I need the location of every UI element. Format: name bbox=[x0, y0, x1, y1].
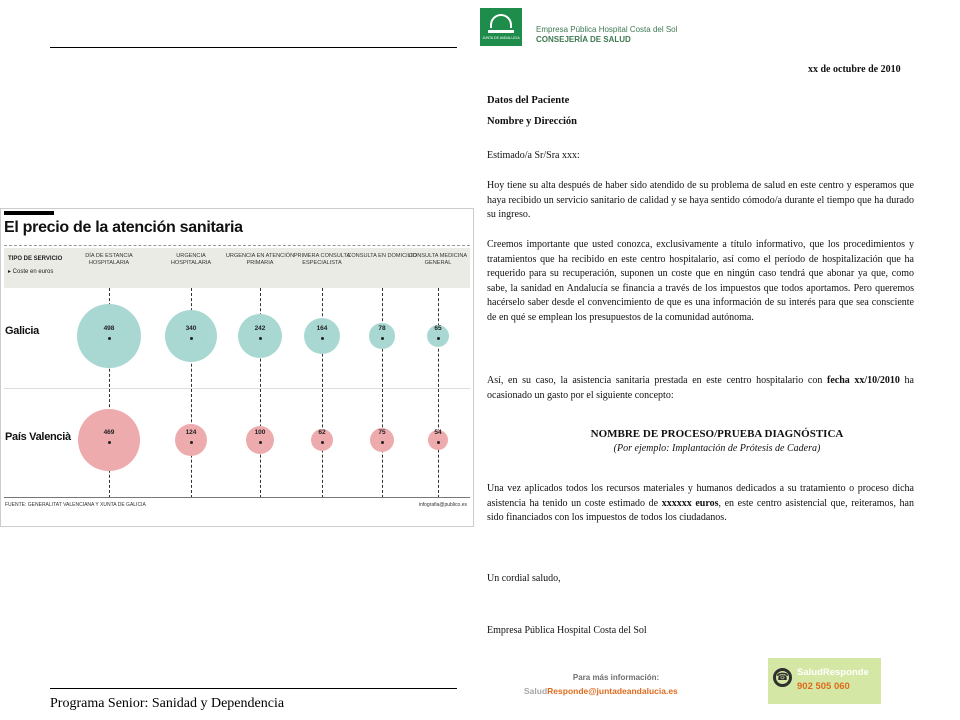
cost-value: 469 bbox=[103, 429, 115, 436]
name-address-label: Nombre y Dirección bbox=[487, 116, 578, 127]
column-header: PRIMERA CONSULTA ESPECIALISTA bbox=[293, 253, 351, 266]
organization-department: CONSEJERÍA DE SALUD bbox=[536, 35, 631, 44]
cost-bubble bbox=[77, 304, 141, 368]
bubble-center-dot bbox=[108, 337, 111, 340]
bubble-center-dot bbox=[259, 441, 262, 444]
bubble-center-dot bbox=[190, 337, 193, 340]
column-guide-line bbox=[438, 288, 439, 498]
cost-unit-note: ▸ Coste en euros bbox=[8, 269, 54, 275]
cost-value: 164 bbox=[316, 325, 328, 332]
column-header: CONSULTA EN DOMICILIO bbox=[347, 253, 417, 259]
healthcare-cost-infographic bbox=[0, 208, 474, 527]
bottom-divider bbox=[50, 688, 457, 689]
bubble-center-dot bbox=[108, 441, 111, 444]
cost-value: 54 bbox=[434, 429, 442, 436]
bubble-center-dot bbox=[381, 337, 384, 340]
closing: Un cordial saludo, bbox=[487, 573, 561, 584]
cost-bubble bbox=[304, 318, 340, 354]
patient-data-label: Datos del Paciente bbox=[487, 95, 570, 106]
cost-value: 124 bbox=[185, 429, 197, 436]
bubble-center-dot bbox=[321, 441, 324, 444]
letter-date: xx de octubre de 2010 bbox=[808, 64, 901, 75]
service-type-header: TIPO DE SERVICIO bbox=[8, 256, 63, 262]
top-divider bbox=[50, 47, 457, 48]
salud-responde-badge bbox=[768, 658, 881, 704]
process-example: (Por ejemplo: Implantación de Prótesis de Cadera) bbox=[613, 443, 821, 454]
row-separator bbox=[4, 388, 470, 389]
cost-bubble bbox=[165, 310, 218, 363]
hospital-letter bbox=[474, 0, 960, 720]
column-header: CONSULTA MEDICINA GENERAL bbox=[408, 253, 468, 266]
badge-phone: 902 505 060 bbox=[797, 681, 850, 692]
greeting: Estimado/a Sr/Sra xxx: bbox=[487, 150, 580, 161]
more-info-label: Para más información: bbox=[572, 673, 660, 682]
cost-value: 242 bbox=[254, 325, 266, 332]
junta-andalucia-logo: JUNTA DE ANDALUCIA bbox=[480, 8, 522, 46]
organization-name: Empresa Pública Hospital Costa del Sol bbox=[536, 25, 678, 34]
signature: Empresa Pública Hospital Costa del Sol bbox=[487, 625, 647, 636]
phone-icon: ☎ bbox=[773, 668, 792, 687]
cost-bubble bbox=[238, 314, 282, 358]
contact-email[interactable]: SaludResponde@juntadeandalucia.es bbox=[524, 686, 678, 696]
badge-name: SaludResponde bbox=[797, 667, 869, 678]
row-label: País Valencià bbox=[5, 431, 71, 443]
cost-value: 340 bbox=[185, 325, 197, 332]
column-guide-line bbox=[382, 288, 383, 498]
column-header: URGENCIA HOSPITALARIA bbox=[170, 253, 212, 266]
infographic-source: FUENTE: GENERALITAT VALENCIANA Y XUNTA DE GALICIA bbox=[5, 502, 146, 508]
cost-value: 78 bbox=[378, 325, 386, 332]
title-divider bbox=[4, 245, 470, 246]
cost-value: 65 bbox=[434, 325, 442, 332]
cost-bubble bbox=[78, 409, 140, 471]
column-header: URGENCIA EN ATENCIÓN PRIMARIA bbox=[225, 253, 295, 266]
column-header: DÍA DE ESTANCIA HOSPITALARIA bbox=[85, 253, 133, 266]
title-accent-bar bbox=[4, 211, 54, 215]
bubble-center-dot bbox=[437, 441, 440, 444]
paragraph-expense: Así, en su caso, la asistencia sanitaria prestada en este centro hospitalario con fecha xx/10/2010 ha ocasionado un gasto por el siguiente concepto: bbox=[487, 375, 914, 401]
infographic-credit: infografia@publico.es bbox=[418, 502, 467, 508]
paragraph-cost-info: Creemos importante que usted conozca, exclusivamente a título informativo, que los procedimientos y tratamientos que ha recibido en este centro hospitalario, así como el período de hospitalización que ha requerido para su recuperación, suponen un coste que en ningún caso tendrá que abonar ya que, como sabe, la sanidad en Andalucía se financia a través de los impuestos que todos aportamos. Pero queremos hacérselo saber desde el convencimiento de que es una información de su interés para que sea consciente de en qué se emplean los presupuestos de la comunidad autónoma. bbox=[487, 239, 914, 323]
cost-value: 498 bbox=[103, 325, 115, 332]
paragraph-discharge: Hoy tiene su alta después de haber sido atendido de su problema de salud en este centro y esperamos que haya recibido un servicio sanitario de calidad y se haya sentido cómodo/a durante el tiempo que ha durado su ingreso. bbox=[487, 180, 914, 220]
infographic-title: El precio de la atención sanitaria bbox=[4, 219, 243, 236]
footer-divider bbox=[4, 497, 470, 498]
cost-value: 62 bbox=[318, 429, 326, 436]
cost-value: 100 bbox=[254, 429, 266, 436]
bubble-center-dot bbox=[259, 337, 262, 340]
bubble-center-dot bbox=[381, 441, 384, 444]
process-title: NOMBRE DE PROCESO/PRUEBA DIAGNÓSTICA bbox=[590, 428, 844, 440]
bubble-center-dot bbox=[190, 441, 193, 444]
bubble-center-dot bbox=[437, 337, 440, 340]
cost-value: 75 bbox=[378, 429, 386, 436]
bubble-center-dot bbox=[321, 337, 324, 340]
footer-text: Programa Senior: Sanidad y Dependencia bbox=[50, 696, 285, 711]
paragraph-estimated-cost: Una vez aplicados todos los recursos materiales y humanos dedicados a su tratamiento o proceso dicha asistencia ha tenido un coste estimado de xxxxxx euros, en este centro asistencial que, reiteramos, han sido financiados con los impuestos de todos los ciudadanos. bbox=[487, 483, 914, 523]
row-label: Galicia bbox=[5, 325, 39, 337]
